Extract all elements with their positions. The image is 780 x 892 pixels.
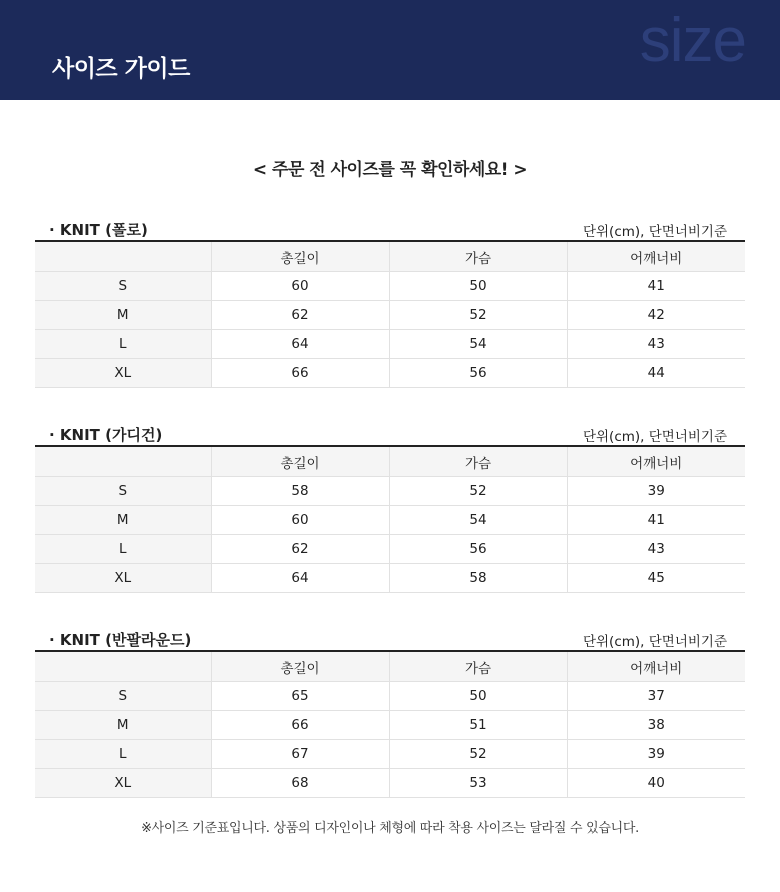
order-notice: < 주문 전 사이즈를 꼭 확인하세요! >: [252, 160, 528, 180]
table-row: [35, 506, 745, 535]
length-cell: 62: [211, 301, 389, 330]
column-header-shoulder: 어깨너비: [567, 241, 745, 272]
size-cell: L: [35, 330, 211, 359]
size-cell: S: [35, 272, 211, 301]
table-row: [35, 272, 745, 301]
table-row: [35, 564, 745, 593]
table-row: [35, 740, 745, 769]
column-header-length: 총길이: [211, 241, 389, 272]
length-cell: 67: [211, 740, 389, 769]
chest-cell: 50: [389, 682, 567, 711]
chest-cell: 50: [389, 272, 567, 301]
column-header-chest: 가슴: [389, 241, 567, 272]
chest-cell: 52: [389, 740, 567, 769]
length-cell: 65: [211, 682, 389, 711]
page-title: 사이즈 가이드: [52, 56, 190, 82]
length-cell: 58: [211, 477, 389, 506]
shoulder-cell: 39: [567, 740, 745, 769]
length-cell: 60: [211, 272, 389, 301]
section-header: [35, 419, 745, 445]
shoulder-cell: 38: [567, 711, 745, 740]
shoulder-cell: 44: [567, 359, 745, 388]
chest-cell: 54: [389, 330, 567, 359]
column-header-size: [35, 241, 211, 272]
size-section-cardigan: [35, 419, 745, 593]
table-row: [35, 477, 745, 506]
chest-cell: 52: [389, 477, 567, 506]
table-row: [35, 535, 745, 564]
table-row: [35, 330, 745, 359]
section-header: [35, 214, 745, 240]
size-cell: XL: [35, 564, 211, 593]
column-header-size: [35, 651, 211, 682]
section-header: [35, 624, 745, 650]
footer-note: ※사이즈 기준표입니다. 상품의 디자인이나 체형에 따라 착용 사이즈는 달라질 수 있습니다.: [141, 821, 639, 836]
shoulder-cell: 41: [567, 506, 745, 535]
section-title: · KNIT (가디건): [49, 426, 163, 444]
size-cell: S: [35, 477, 211, 506]
shoulder-cell: 42: [567, 301, 745, 330]
page-header: [0, 0, 780, 100]
chest-cell: 58: [389, 564, 567, 593]
size-section-short-sleeve-round: [35, 624, 745, 798]
length-cell: 64: [211, 564, 389, 593]
shoulder-cell: 43: [567, 535, 745, 564]
size-cell: M: [35, 711, 211, 740]
length-cell: 62: [211, 535, 389, 564]
table-row: [35, 711, 745, 740]
table-header-row: [35, 446, 745, 477]
chest-cell: 51: [389, 711, 567, 740]
size-section-polo: [35, 214, 745, 388]
column-header-size: [35, 446, 211, 477]
shoulder-cell: 43: [567, 330, 745, 359]
size-cell: XL: [35, 769, 211, 798]
column-header-chest: 가슴: [389, 651, 567, 682]
header-decorative-text: size: [639, 6, 746, 75]
size-cell: M: [35, 506, 211, 535]
table-header-row: [35, 241, 745, 272]
table-row: [35, 301, 745, 330]
chest-cell: 56: [389, 535, 567, 564]
shoulder-cell: 39: [567, 477, 745, 506]
column-header-chest: 가슴: [389, 446, 567, 477]
chest-cell: 52: [389, 301, 567, 330]
size-cell: S: [35, 682, 211, 711]
size-table: [35, 445, 745, 593]
chest-cell: 56: [389, 359, 567, 388]
shoulder-cell: 41: [567, 272, 745, 301]
table-row: [35, 682, 745, 711]
table-row: [35, 359, 745, 388]
chest-cell: 53: [389, 769, 567, 798]
unit-note: 단위(cm), 단면너비기준: [582, 429, 727, 445]
length-cell: 60: [211, 506, 389, 535]
section-title: · KNIT (반팔라운드): [49, 631, 192, 649]
column-header-length: 총길이: [211, 446, 389, 477]
column-header-shoulder: 어깨너비: [567, 446, 745, 477]
table-row: [35, 769, 745, 798]
length-cell: 66: [211, 711, 389, 740]
section-title: · KNIT (폴로): [49, 221, 148, 239]
size-cell: L: [35, 740, 211, 769]
table-header-row: [35, 651, 745, 682]
unit-note: 단위(cm), 단면너비기준: [582, 224, 727, 240]
size-table: [35, 650, 745, 798]
length-cell: 68: [211, 769, 389, 798]
column-header-length: 총길이: [211, 651, 389, 682]
shoulder-cell: 37: [567, 682, 745, 711]
shoulder-cell: 45: [567, 564, 745, 593]
chest-cell: 54: [389, 506, 567, 535]
size-cell: L: [35, 535, 211, 564]
length-cell: 64: [211, 330, 389, 359]
shoulder-cell: 40: [567, 769, 745, 798]
size-cell: XL: [35, 359, 211, 388]
size-table: [35, 240, 745, 388]
size-cell: M: [35, 301, 211, 330]
column-header-shoulder: 어깨너비: [567, 651, 745, 682]
unit-note: 단위(cm), 단면너비기준: [582, 634, 727, 650]
length-cell: 66: [211, 359, 389, 388]
